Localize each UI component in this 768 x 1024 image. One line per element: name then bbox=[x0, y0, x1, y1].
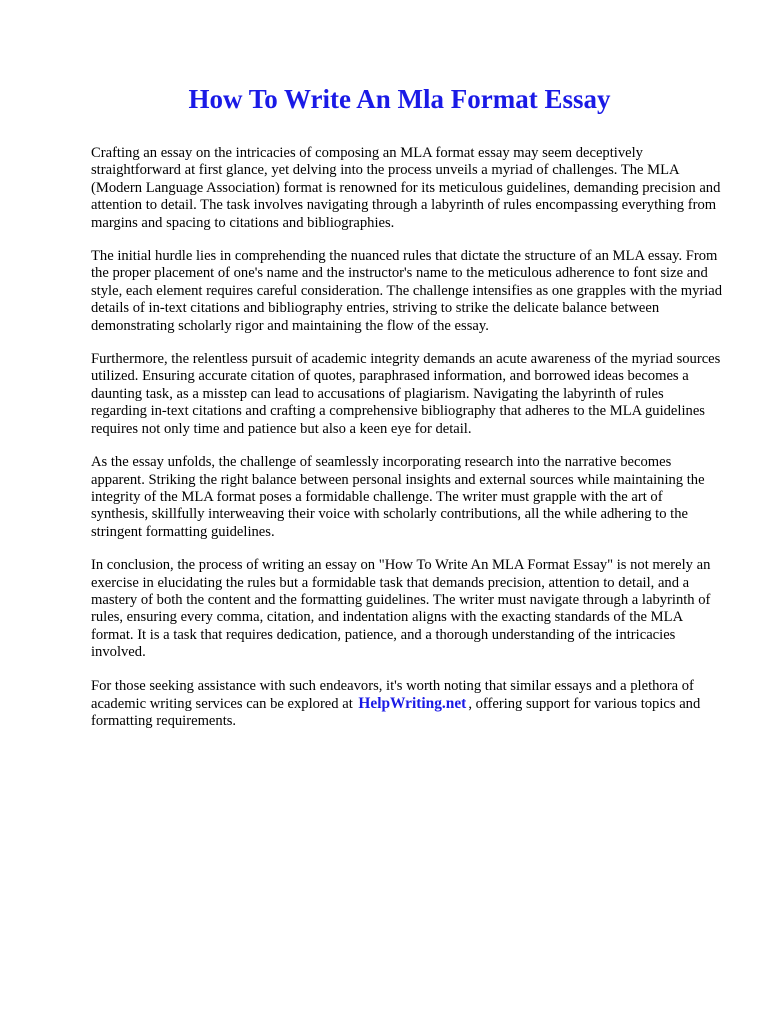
closing-text-after-link: , offering support for various topics and formatting requirements. bbox=[91, 695, 701, 730]
closing-text-before-link: For those seeking assistance with such endeavors, it's worth noting that similar essays and a plethora of academic writing services can be explored at bbox=[91, 677, 694, 712]
paragraph-1: Crafting an essay on the intricacies of composing an MLA format essay may seem deceptively straightforward at first glance, yet delving into the process unveils a myriad of challenges. The MLA (Modern Language Association) format is renowned for its meticulous guidelines, demanding precision and attention to detail. The task involves navigating through a labyrinth of rules encompassing everything from margins and spacing to citations and bibliographies. bbox=[91, 145, 721, 231]
closing-paragraph bbox=[91, 678, 723, 731]
paragraph-5: In conclusion, the process of writing an essay on "How To Write An MLA Format Essay" is not merely an exercise in elucidating the rules but a formidable task that demands precision, attention to detail, and a mastery of both the content and the formatting guidelines. The writer must navigate through a labyrinth of rules, ensuring every comma, citation, and indentation aligns with the exacting standards of the MLA format. It is a task that requires dedication, patience, and a thorough understanding of the intricacies involved. bbox=[91, 557, 711, 661]
document-title: How To Write An Mla Format Essay bbox=[188, 84, 611, 114]
paragraph-4: As the essay unfolds, the challenge of seamlessly incorporating research into the narrative becomes apparent. Striking the right balance between personal insights and external sources while maintaining the integrity of the MLA format poses a formidable challenge. The writer must grapple with the art of synthesis, skillfully interweaving their voice with scholarly contributions, all the while adhering to the stringent formatting guidelines. bbox=[91, 454, 705, 540]
paragraph-2: The initial hurdle lies in comprehending the nuanced rules that dictate the structure of an MLA essay. From the proper placement of one's name and the instructor's name to the meticulous adherence to font size and style, each element requires careful consideration. The challenge intensifies as one grapples with the myriad details of in-text citations and bibliography entries, striving to strike the delicate balance between demonstrating scholarly rigor and maintaining the flow of the essay. bbox=[91, 248, 723, 334]
document-body bbox=[91, 145, 723, 731]
helpwriting-link[interactable]: HelpWriting.net bbox=[358, 694, 467, 712]
paragraph-3: Furthermore, the relentless pursuit of academic integrity demands an acute awareness of the myriad sources utilized. Ensuring accurate citation of quotes, paraphrased information, and borrowed ideas becomes a daunting task, as a misstep can lead to accusations of plagiarism. Navigating the labyrinth of rules regarding in-text citations and crafting a comprehensive bibliography that adheres to the MLA guidelines requires not only time and patience but also a keen eye for detail. bbox=[91, 351, 721, 437]
